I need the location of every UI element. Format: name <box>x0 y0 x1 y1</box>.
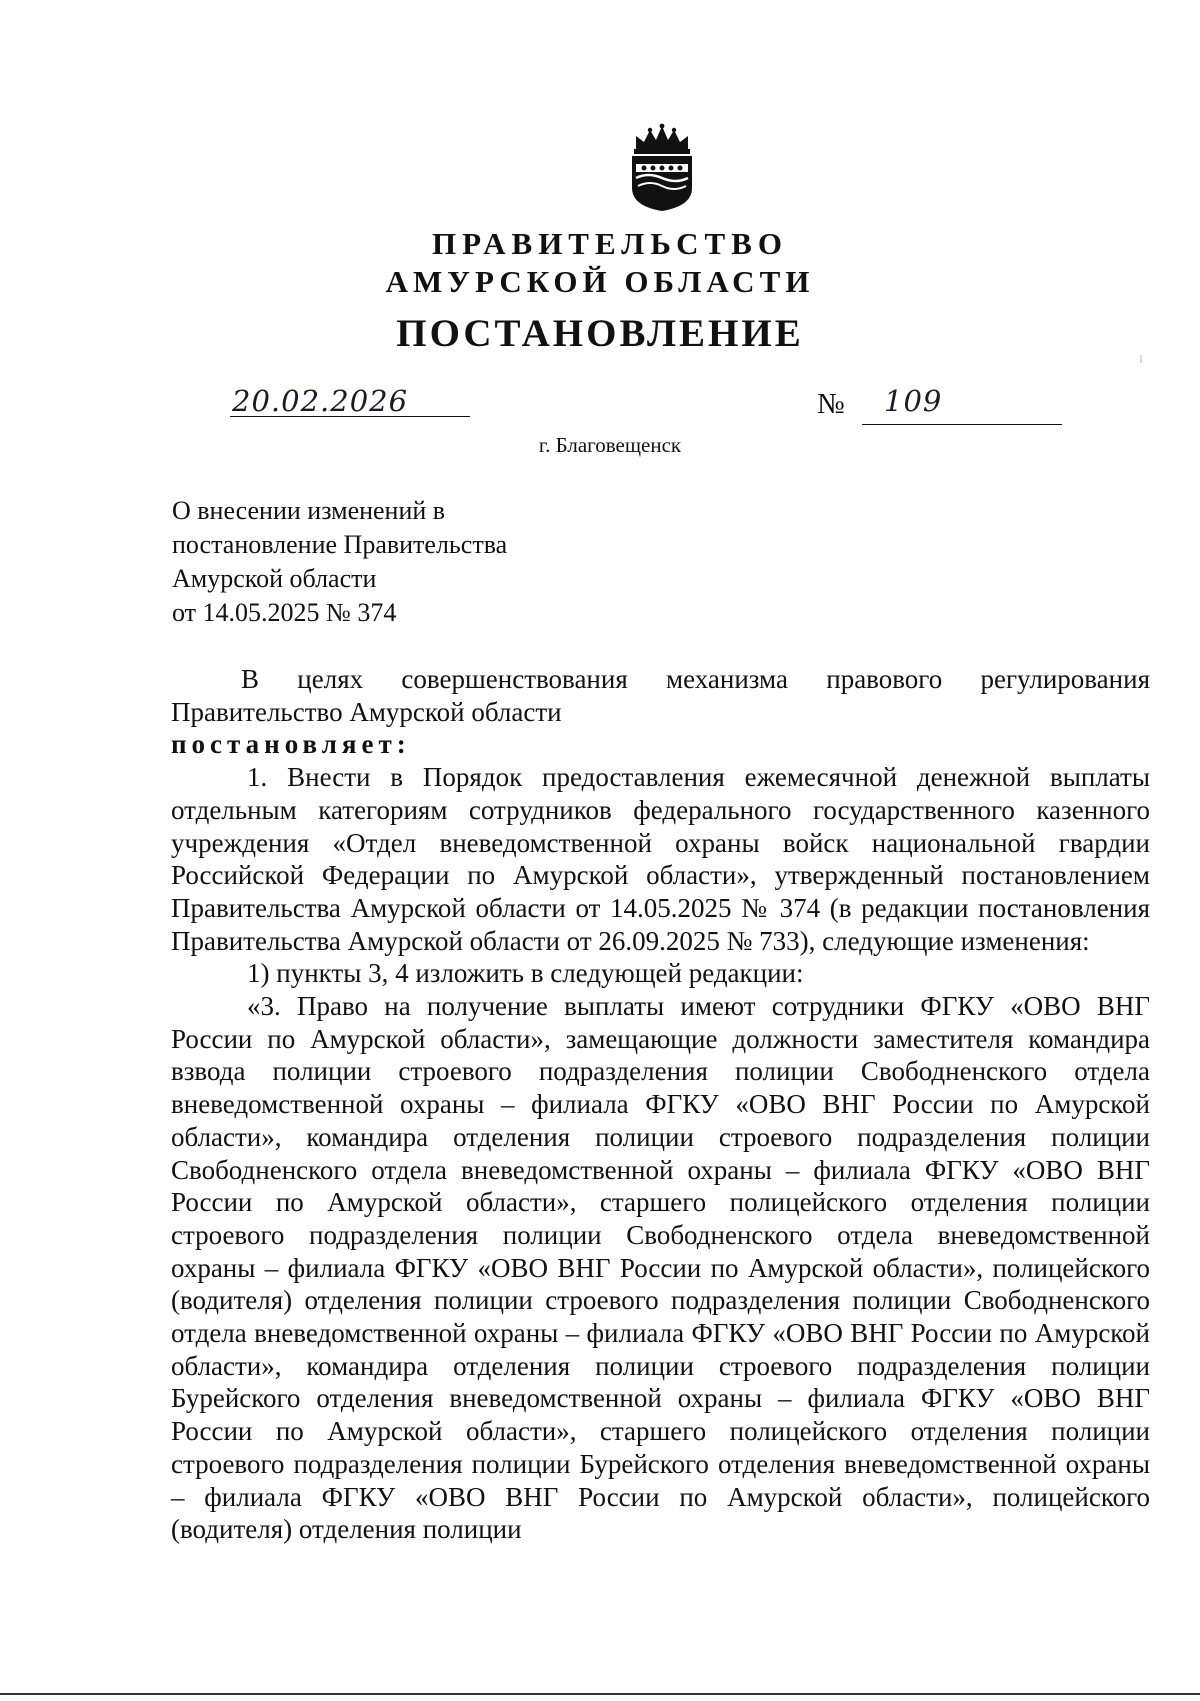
number-underline <box>862 424 1062 425</box>
subject-line: Амурской области <box>172 564 377 593</box>
subject-line: О внесении изменений в <box>172 496 446 525</box>
document-date: 20.02.2026 <box>232 384 409 418</box>
resolves-word: постановляет: <box>171 729 411 760</box>
organization-name-line1: ПРАВИТЕЛЬСТВО <box>432 226 788 261</box>
document-subject <box>172 494 507 630</box>
document-body <box>171 663 1150 1546</box>
date-underline <box>230 416 470 417</box>
scan-mark <box>1140 355 1142 363</box>
quoted-clause-paragraph: «3. Право на получение выплаты имеют сотрудники ФГКУ «ОВО ВНГ России по Амурской области», замещающие должности заместителя командира взвода полиции строевого подразделения полиции Свободненского отдела вневедомственной охраны – филиала ФГКУ «ОВО ВНГ России по Амурской области», командира отделения полиции строевого подразделения полиции Свободненского отдела вневедомственной охраны – филиала ФГКУ «ОВО ВНГ России по Амурской области», старшего полицейского отделения полиции строевого подразделения полиции Свободненского отдела вневедомственной охраны – филиала ФГКУ «ОВО ВНГ России по Амурской области», полицейского (водителя) отделения полиции строевого подразделения полиции Свободненского отдела вневедомственной охраны – филиала ФГКУ «ОВО ВНГ России по Амурской области», командира отделения полиции строевого подразделения полиции Бурейского отделения вневедомственной охраны – филиала ФГКУ «ОВО ВНГ России по Амурской области», старшего полицейского отделения полиции строевого подразделения полиции Бурейского отделения вневедомственной охраны – филиала ФГКУ «ОВО ВНГ России по Амурской области», полицейского (водителя) отделения полиции <box>171 991 1150 1545</box>
organization-name-line2: АМУРСКОЙ ОБЛАСТИ <box>385 264 815 299</box>
preamble-paragraph: В целях совершенствования механизма правового регулирования Правительство Амурской области <box>171 664 1150 727</box>
document-number: 109 <box>884 384 943 418</box>
number-sign: № <box>817 388 845 420</box>
document-city: г. Благовещенск <box>538 433 682 457</box>
subject-line: постановление Правительства <box>172 530 508 559</box>
subject-line: от 14.05.2025 № 374 <box>172 598 397 627</box>
scan-bottom-edge <box>0 1693 1200 1695</box>
amur-region-coat-of-arms-icon <box>622 122 702 212</box>
subitem-1-paragraph: 1) пункты 3, 4 изложить в следующей редакции: <box>247 958 804 989</box>
item-1-paragraph: 1. Внести в Порядок предоставления ежемесячной денежной выплаты отдельным категориям сотрудников федерального государственного казенного учреждения «Отдел вневедомственной охраны войск национальной гвардии Российской Федерации по Амурской области», утвержденный постановлением Правительства Амурской области от 14.05.2025 № 374 (в редакции постановления Правительства Амурской области от 26.09.2025 № 733), следующие изменения: <box>171 762 1150 956</box>
document-type-title: ПОСТАНОВЛЕНИЕ <box>396 312 804 355</box>
